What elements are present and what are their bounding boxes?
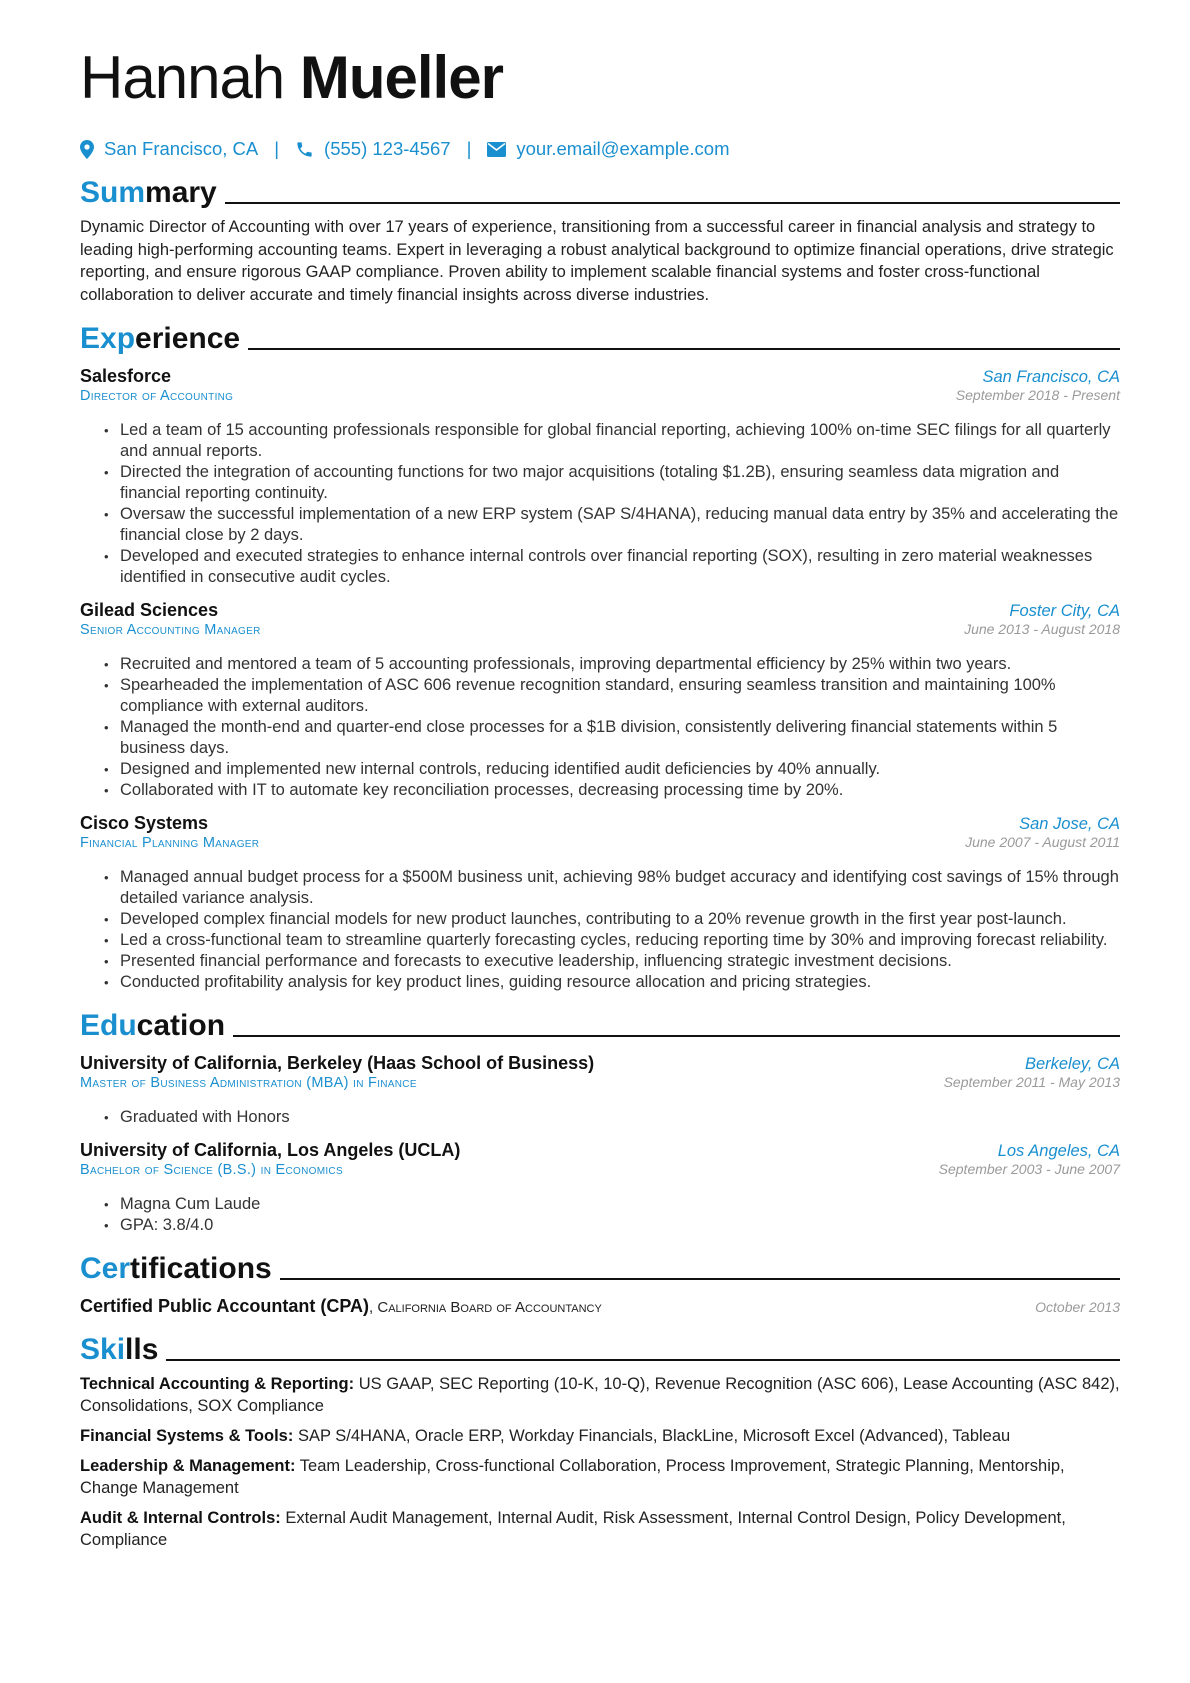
- certification-issuer: California Board of Accountancy: [377, 1299, 602, 1316]
- company-name: Gilead Sciences: [80, 600, 219, 620]
- bullet-item: • Developed complex financial models for new product launches, contributing to a 20% revenue growth in the first year post-launch.: [104, 909, 1120, 930]
- first-name: Hannah: [80, 44, 285, 111]
- school-dates: September 2011 - May 2013: [943, 1074, 1120, 1090]
- section-rule: [225, 202, 1120, 204]
- job-bullets: [80, 867, 1120, 993]
- bullet-item: • Magna Cum Laude: [104, 1194, 1120, 1215]
- map-pin-icon: [80, 140, 94, 159]
- school-location: Berkeley, CA: [1024, 1055, 1120, 1073]
- education-bullets: [80, 1107, 1120, 1128]
- skill-category: Technical Accounting & Reporting:: [80, 1375, 355, 1393]
- candidate-name: [80, 44, 1120, 111]
- bullet-item: • Graduated with Honors: [104, 1107, 1120, 1128]
- contact-phone[interactable]: [295, 138, 451, 160]
- bullet-item: • Directed the integration of accounting functions for two major acquisitions (totaling $1.2B), ensuring seamless data migration and financial reporting continuity.: [104, 462, 1120, 504]
- job-dates: June 2013 - August 2018: [964, 621, 1120, 637]
- job-entry: [80, 813, 1120, 993]
- section-rule: [248, 348, 1120, 350]
- section-heading: [80, 1327, 1120, 1365]
- job-title: Director of Accounting: [80, 388, 234, 404]
- email-link: your.email@example.com: [516, 138, 730, 159]
- summary-title: Summary: [80, 176, 217, 209]
- job-entry: [80, 366, 1120, 588]
- certification-date: October 2013: [1035, 1299, 1120, 1315]
- section-rule: [233, 1035, 1120, 1037]
- certifications-section: [80, 1246, 1120, 1317]
- skill-category: Financial Systems & Tools:: [80, 1427, 294, 1445]
- contact-location: [80, 138, 258, 160]
- job-location: San Jose, CA: [1019, 815, 1120, 833]
- education-section: [80, 1003, 1120, 1236]
- contact-bar: [80, 138, 1120, 160]
- job-title: Senior Accounting Manager: [80, 622, 261, 638]
- job-bullets: [80, 420, 1120, 588]
- school-location: Los Angeles, CA: [997, 1142, 1120, 1160]
- section-rule: [166, 1359, 1120, 1361]
- bullet-item: • Collaborated with IT to automate key reconciliation processes, decreasing processing time by 20%.: [104, 780, 1120, 801]
- skill-category: Leadership & Management:: [80, 1457, 296, 1475]
- school-name: University of California, Berkeley (Haas School of Business): [80, 1053, 595, 1073]
- job-location: San Francisco, CA: [982, 368, 1120, 386]
- job-dates: June 2007 - August 2011: [965, 834, 1120, 850]
- contact-separator: |: [466, 138, 472, 159]
- summary-text: Dynamic Director of Accounting with over 17 years of experience, transitioning from a successful career in financial analysis and strategy to leading high-performing accounting teams. Expert in leveraging a robust analytical background to optimize financial operations, drive strategic reporting, and ensure rigorous GAAP compliance. Proven ability to implement scalable financial systems and foster cross-functional collaboration to deliver accurate and timely financial insights across diverse industries.: [80, 218, 1114, 304]
- section-heading: [80, 316, 1120, 354]
- bullet-item: • Led a team of 15 accounting professionals responsible for global financial reporting, achieving 100% on-time SEC filings for all quarterly and annual reports.: [104, 420, 1120, 462]
- skill-items: Team Leadership, Cross-functional Collaboration, Process Improvement, Strategic Planning, Mentorship, Change Management: [80, 1457, 1065, 1497]
- education-entry: [80, 1053, 1120, 1128]
- school-dates: September 2003 - June 2007: [938, 1161, 1120, 1177]
- skill-group: [80, 1373, 1120, 1417]
- experience-title: Experience: [80, 322, 241, 355]
- bullet-item: • Managed annual budget process for a $500M business unit, achieving 98% budget accuracy and identifying cost savings of 15% through detailed variance analysis.: [104, 867, 1120, 909]
- job-location: Foster City, CA: [1009, 602, 1120, 620]
- experience-section: [80, 316, 1120, 993]
- bullet-item: • Conducted profitability analysis for key product lines, guiding resource allocation and pricing strategies.: [104, 972, 1120, 993]
- company-name: Salesforce: [80, 366, 172, 386]
- bullet-item: • Oversaw the successful implementation of a new ERP system (SAP S/4HANA), reducing manual data entry by 35% and accelerating the financial close by 2 days.: [104, 504, 1120, 546]
- section-heading: [80, 1003, 1120, 1041]
- section-heading: [80, 170, 1120, 208]
- envelope-icon: [487, 142, 506, 157]
- education-title: Education: [80, 1009, 226, 1042]
- skill-items: SAP S/4HANA, Oracle ERP, Workday Financials, BlackLine, Microsoft Excel (Advanced), Tableau: [297, 1427, 1011, 1445]
- skills-section: [80, 1327, 1120, 1551]
- degree-title: Master of Business Administration (MBA) in Finance: [80, 1075, 417, 1091]
- school-name: University of California, Los Angeles (UCLA): [80, 1140, 461, 1160]
- contact-separator: |: [274, 138, 280, 159]
- skills-title: Skills: [80, 1333, 159, 1366]
- certification-entry: Certified Public Accountant (CPA), California Board of Accountancy October 2013: [80, 1296, 1120, 1316]
- bullet-item: • Designed and implemented new internal controls, reducing identified audit deficiencies by 40% annually.: [104, 759, 1120, 780]
- skill-group: [80, 1425, 1120, 1447]
- contact-email[interactable]: [487, 138, 729, 160]
- certification-name: Certified Public Accountant (CPA): [80, 1296, 370, 1316]
- bullet-item: • Managed the month-end and quarter-end close processes for a $1B division, consistently delivering financial statements within 5 business days.: [104, 717, 1120, 759]
- company-name: Cisco Systems: [80, 813, 209, 833]
- job-title: Financial Planning Manager: [80, 835, 260, 851]
- skill-category: Audit & Internal Controls:: [80, 1509, 281, 1527]
- skill-items: External Audit Management, Internal Audit, Risk Assessment, Internal Control Design, Policy Development, Compliance: [80, 1509, 1066, 1549]
- job-entry: [80, 600, 1120, 801]
- bullet-item: • Recruited and mentored a team of 5 accounting professionals, improving departmental efficiency by 25% within two years.: [104, 654, 1120, 675]
- bullet-item: • Led a cross-functional team to streamline quarterly forecasting cycles, reducing reporting time by 30% and improving forecast reliability.: [104, 930, 1120, 951]
- education-entry: [80, 1140, 1120, 1236]
- certifications-title: Certifications: [80, 1252, 272, 1285]
- resume-page: [80, 30, 1120, 1551]
- degree-title: Bachelor of Science (B.S.) in Economics: [80, 1162, 343, 1178]
- bullet-item: • Spearheaded the implementation of ASC 606 revenue recognition standard, ensuring seamless transition and maintaining 100% compliance with external auditors.: [104, 675, 1120, 717]
- job-dates: September 2018 - Present: [955, 387, 1120, 403]
- section-heading: [80, 1246, 1120, 1284]
- bullet-item: • Presented financial performance and forecasts to executive leadership, influencing strategic investment decisions.: [104, 951, 1120, 972]
- education-bullets: [80, 1194, 1120, 1236]
- section-rule: [280, 1278, 1120, 1280]
- job-bullets: [80, 654, 1120, 801]
- phone-text: (555) 123-4567: [324, 138, 451, 159]
- skill-group: [80, 1455, 1120, 1499]
- skill-items: US GAAP, SEC Reporting (10-K, 10-Q), Revenue Recognition (ASC 606), Lease Accounting (ASC 842), Consolidations, SOX Compliance: [80, 1375, 1120, 1415]
- bullet-item: • GPA: 3.8/4.0: [104, 1215, 1120, 1236]
- summary-section: [80, 170, 1120, 306]
- skill-group: [80, 1507, 1120, 1551]
- phone-icon: [295, 140, 314, 159]
- last-name: Mueller: [299, 44, 503, 111]
- bullet-item: • Developed and executed strategies to enhance internal controls over financial reporting (SOX), resulting in zero material weaknesses identified in consecutive audit cycles.: [104, 546, 1120, 588]
- location-text: San Francisco, CA: [104, 138, 259, 159]
